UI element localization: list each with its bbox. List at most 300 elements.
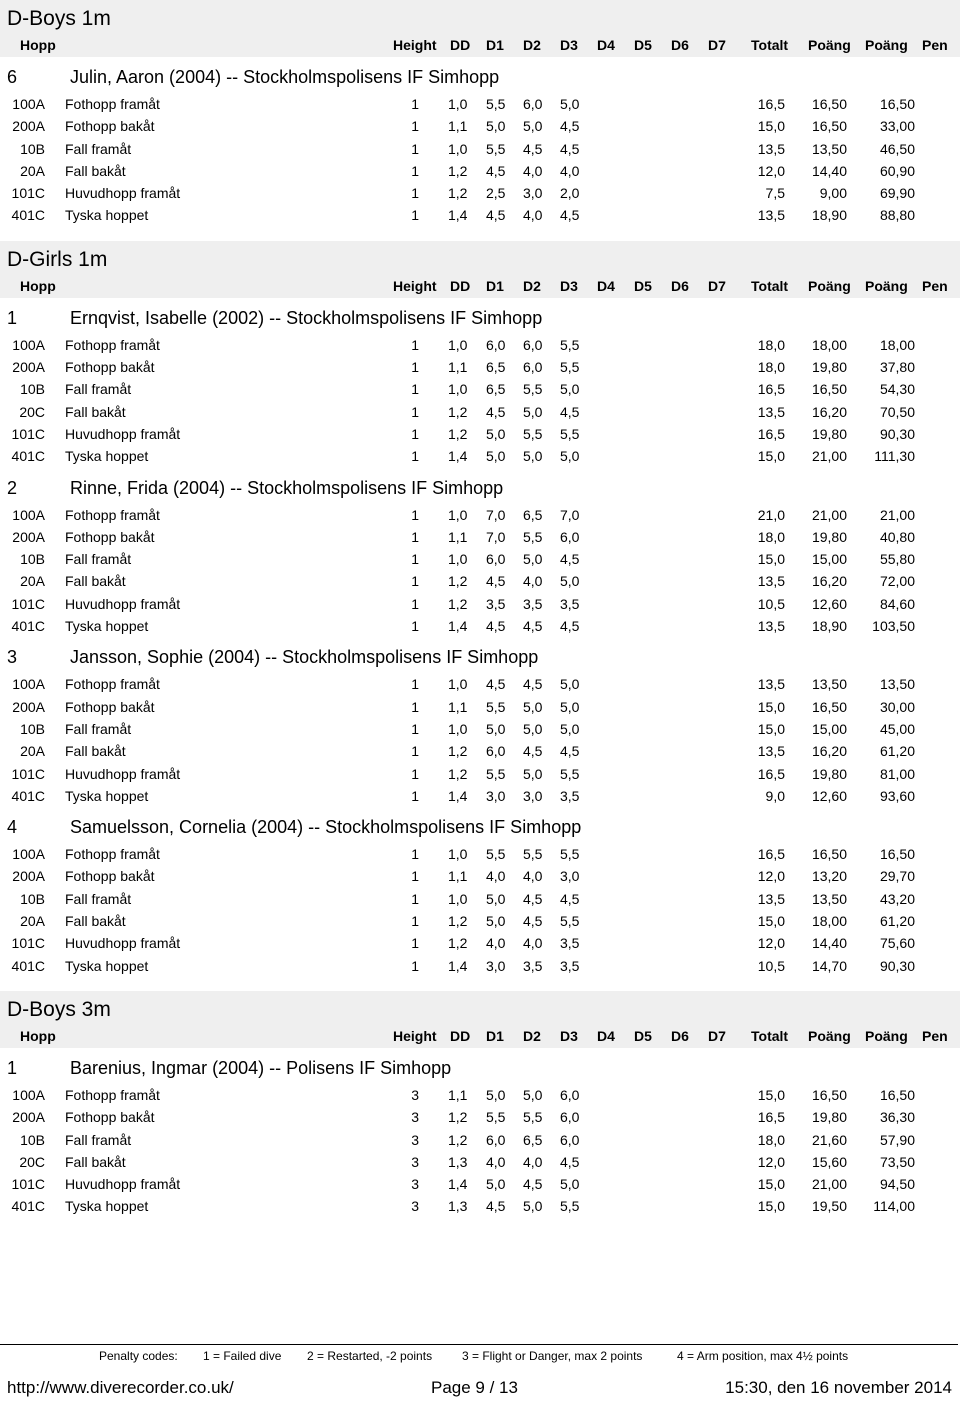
dive-name: Fothopp bakåt	[65, 868, 155, 885]
dive-d2: 5,5	[523, 381, 543, 398]
dive-name: Fall framåt	[65, 720, 132, 737]
dive-d3: 2,0	[560, 185, 580, 202]
dive-points: 16,50	[811, 96, 847, 112]
dive-name: Tyska hoppet	[65, 1198, 149, 1215]
dive-d3: 4,5	[560, 140, 580, 157]
dive-height: 3	[411, 1198, 419, 1215]
dive-row	[0, 1151, 960, 1173]
dive-code: 200A	[12, 528, 45, 545]
dive-row	[0, 401, 960, 423]
column-header-d7: D7	[708, 1027, 726, 1044]
penalty-code-4: 4 = Arm position, max 4½ points	[677, 1349, 849, 1363]
dive-total: 12,0	[757, 868, 785, 885]
dive-d3: 5,5	[560, 359, 580, 376]
dive-height: 1	[411, 676, 419, 693]
dive-dd: 1,3	[448, 1153, 468, 1170]
dive-height: 3	[411, 1086, 419, 1103]
dive-dd: 1,1	[448, 868, 468, 885]
penalty-code-2: 2 = Restarted, -2 points	[307, 1349, 433, 1363]
dive-name: Fothopp bakåt	[65, 359, 155, 376]
dive-height: 1	[411, 743, 419, 760]
column-header-d1: D1	[486, 37, 504, 53]
dive-d3: 4,5	[560, 890, 580, 907]
dive-row	[0, 673, 960, 695]
dive-row	[0, 1106, 960, 1128]
dive-cum: 33,00	[879, 118, 915, 135]
column-header-poang2: Poäng	[865, 1027, 908, 1044]
dive-total: 7,5	[765, 185, 785, 202]
dive-dd: 1,2	[448, 595, 468, 612]
dive-dd: 1,0	[448, 846, 468, 863]
dive-code: 20A	[20, 573, 45, 590]
dive-row	[0, 570, 960, 592]
dive-d2: 5,0	[523, 448, 543, 465]
dive-name: Fall bakåt	[65, 573, 126, 590]
dive-points: 16,20	[811, 403, 847, 420]
dive-total: 12,0	[757, 162, 785, 179]
dive-points: 21,60	[811, 1131, 847, 1148]
column-header-d6: D6	[671, 37, 689, 53]
dive-total: 9,0	[765, 787, 785, 804]
dive-cum: 90,30	[879, 957, 915, 974]
dive-dd: 1,2	[448, 425, 468, 442]
dive-name: Fall framåt	[65, 140, 132, 157]
dive-total: 16,5	[757, 846, 785, 863]
dive-cum: 16,50	[879, 1086, 915, 1103]
dive-points: 13,50	[811, 676, 847, 693]
dive-cum: 103,50	[872, 618, 915, 635]
dive-points: 19,80	[811, 359, 847, 376]
dive-total: 18,0	[757, 1131, 785, 1148]
diver-name: Julin, Aaron (2004) -- Stockholmspolisens IF Simhopp	[70, 67, 500, 87]
event-section	[0, 0, 960, 227]
dive-dd: 1,0	[448, 140, 468, 157]
column-header-d3: D3	[560, 277, 578, 294]
dive-dd: 1,2	[448, 743, 468, 760]
diver-header	[0, 637, 960, 673]
dive-row	[0, 932, 960, 954]
dive-cum: 40,80	[879, 528, 915, 545]
column-header-d3: D3	[560, 37, 578, 53]
dive-points: 14,40	[811, 935, 847, 952]
dive-height: 1	[411, 935, 419, 952]
dive-d2: 5,0	[523, 118, 543, 135]
diver-place: 6	[7, 67, 18, 87]
dive-points: 21,00	[811, 506, 847, 523]
dive-height: 1	[411, 448, 419, 465]
dive-height: 1	[411, 618, 419, 635]
dive-height: 1	[411, 890, 419, 907]
dive-cum: 30,00	[879, 698, 915, 715]
dive-row	[0, 182, 960, 204]
dive-name: Huvudhopp framåt	[65, 595, 181, 612]
dive-points: 16,50	[811, 118, 847, 135]
dive-d3: 4,5	[560, 403, 580, 420]
dive-d2: 5,0	[523, 551, 543, 568]
dive-d1: 5,0	[486, 890, 506, 907]
column-header-poang2: Poäng	[865, 37, 908, 53]
dive-code: 101C	[11, 935, 45, 952]
dive-dd: 1,0	[448, 506, 468, 523]
dive-row	[0, 204, 960, 226]
dive-d1: 3,0	[486, 787, 506, 804]
diver-header	[0, 468, 960, 504]
dive-height: 1	[411, 765, 419, 782]
dive-name: Tyska hoppet	[65, 957, 149, 974]
dive-d3: 5,5	[560, 336, 580, 353]
column-header-d2: D2	[523, 277, 541, 294]
event-title: D-Boys 1m	[0, 0, 960, 35]
dive-points: 12,60	[811, 595, 847, 612]
dive-d2: 4,0	[523, 573, 543, 590]
event-section	[0, 227, 960, 977]
diver-header	[0, 57, 960, 93]
dive-d3: 7,0	[560, 506, 580, 523]
column-header-row	[0, 274, 960, 298]
dive-cum: 111,30	[874, 448, 915, 465]
dive-dd: 1,4	[448, 787, 468, 804]
dive-dd: 1,4	[448, 1176, 468, 1193]
dive-d1: 4,5	[486, 162, 506, 179]
dive-points: 18,90	[811, 207, 847, 224]
dive-dd: 1,2	[448, 1109, 468, 1126]
section-gap	[0, 977, 960, 991]
dive-d1: 6,0	[486, 336, 506, 353]
dive-d1: 4,5	[486, 573, 506, 590]
column-header-hopp: Hopp	[20, 1027, 56, 1044]
dive-dd: 1,4	[448, 957, 468, 974]
dive-d1: 7,0	[486, 506, 506, 523]
dive-height: 3	[411, 1176, 419, 1193]
dive-d3: 5,0	[560, 676, 580, 693]
dive-code: 200A	[12, 868, 45, 885]
dive-cum: 21,00	[879, 506, 915, 523]
penalty-label: Penalty codes:	[99, 1349, 178, 1363]
dive-total: 16,5	[757, 425, 785, 442]
dive-height: 1	[411, 957, 419, 974]
diver-header	[0, 807, 960, 843]
dive-name: Fothopp bakåt	[65, 118, 155, 135]
dive-d1: 6,5	[486, 381, 506, 398]
dive-code: 20C	[19, 1153, 45, 1170]
dive-cum: 84,60	[879, 595, 915, 612]
dive-dd: 1,0	[448, 336, 468, 353]
dive-total: 16,5	[757, 765, 785, 782]
dive-d1: 5,0	[486, 720, 506, 737]
dive-points: 18,00	[811, 913, 847, 930]
diver-place: 1	[7, 1057, 18, 1078]
dive-total: 15,0	[757, 551, 785, 568]
dive-cum: 88,80	[879, 207, 915, 224]
dive-code: 100A	[12, 1086, 45, 1103]
dive-d2: 3,0	[523, 185, 543, 202]
column-header-row	[0, 1024, 960, 1048]
dive-points: 16,20	[811, 573, 847, 590]
dive-points: 18,00	[811, 336, 847, 353]
dive-cum: 18,00	[879, 336, 915, 353]
dive-height: 1	[411, 506, 419, 523]
dive-height: 1	[411, 336, 419, 353]
dive-dd: 1,2	[448, 185, 468, 202]
dive-d1: 4,5	[486, 676, 506, 693]
dive-points: 16,50	[811, 698, 847, 715]
diver-name: Samuelsson, Cornelia (2004) -- Stockholmspolisens IF Simhopp	[70, 817, 582, 838]
diver-header	[0, 1048, 960, 1084]
dive-d1: 5,0	[486, 1176, 506, 1193]
dive-cum: 61,20	[879, 743, 915, 760]
dive-d1: 5,5	[486, 1109, 506, 1126]
dive-d1: 7,0	[486, 528, 506, 545]
dive-height: 1	[411, 359, 419, 376]
dive-name: Fothopp framåt	[65, 506, 160, 523]
dive-code: 10B	[20, 1131, 45, 1148]
dive-d2: 4,5	[523, 618, 543, 635]
dive-d2: 5,0	[523, 720, 543, 737]
dive-cum: 94,50	[879, 1176, 915, 1193]
dive-dd: 1,0	[448, 551, 468, 568]
dive-row	[0, 423, 960, 445]
dive-d2: 5,5	[523, 528, 543, 545]
dive-points: 19,50	[811, 1198, 847, 1215]
dive-row	[0, 160, 960, 182]
dive-d3: 4,5	[560, 207, 580, 224]
dive-d2: 5,0	[523, 1086, 543, 1103]
dive-name: Fothopp framåt	[65, 676, 160, 693]
dive-dd: 1,0	[448, 890, 468, 907]
dive-height: 1	[411, 185, 419, 202]
column-header-d2: D2	[523, 1027, 541, 1044]
column-header-row	[0, 33, 960, 57]
dive-d1: 5,0	[486, 1086, 506, 1103]
dive-row	[0, 1195, 960, 1217]
dive-d1: 6,0	[486, 551, 506, 568]
dive-points: 21,00	[811, 1176, 847, 1193]
dive-d2: 4,0	[523, 207, 543, 224]
dive-height: 1	[411, 118, 419, 135]
dive-d1: 4,0	[486, 935, 506, 952]
penalty-code-1: 1 = Failed dive	[203, 1349, 282, 1363]
dive-total: 10,5	[757, 595, 785, 612]
dive-name: Tyska hoppet	[65, 618, 149, 635]
dive-d2: 4,5	[523, 743, 543, 760]
dive-d2: 5,5	[523, 425, 543, 442]
dive-d2: 3,5	[523, 595, 543, 612]
dive-d2: 6,5	[523, 1131, 543, 1148]
dive-points: 16,50	[811, 381, 847, 398]
dive-d1: 6,0	[486, 1131, 506, 1148]
dive-cum: 29,70	[879, 868, 915, 885]
dive-d3: 5,5	[560, 846, 580, 863]
dive-name: Fothopp framåt	[65, 1086, 160, 1103]
dive-name: Huvudhopp framåt	[65, 185, 181, 202]
dive-name: Fothopp bakåt	[65, 698, 155, 715]
dive-code: 100A	[12, 676, 45, 693]
dive-d3: 5,0	[560, 381, 580, 398]
dive-d1: 4,5	[486, 207, 506, 224]
dive-row	[0, 1173, 960, 1195]
dive-code: 200A	[12, 698, 45, 715]
dive-d1: 4,5	[486, 618, 506, 635]
dive-row	[0, 1129, 960, 1151]
dive-row	[0, 763, 960, 785]
dive-d1: 5,5	[486, 140, 506, 157]
dive-name: Fall framåt	[65, 381, 132, 398]
dive-d2: 4,5	[523, 140, 543, 157]
dive-name: Fothopp framåt	[65, 336, 160, 353]
dive-cum: 13,50	[879, 676, 915, 693]
dive-cum: 69,90	[879, 185, 915, 202]
diver-place: 2	[7, 477, 18, 498]
dive-total: 15,0	[757, 448, 785, 465]
dive-d3: 6,0	[560, 528, 580, 545]
dive-cum: 57,90	[879, 1131, 915, 1148]
column-header-d5: D5	[634, 277, 652, 294]
dive-dd: 1,1	[448, 118, 468, 135]
dive-cum: 93,60	[879, 787, 915, 804]
dive-points: 19,80	[811, 425, 847, 442]
event-title: D-Girls 1m	[0, 241, 960, 276]
dive-cum: 16,50	[879, 846, 915, 863]
dive-code: 101C	[11, 425, 45, 442]
column-header-d6: D6	[671, 277, 689, 294]
dive-d3: 5,5	[560, 425, 580, 442]
dive-d1: 5,0	[486, 448, 506, 465]
column-header-height: Height	[393, 277, 437, 294]
footer-divider	[0, 1344, 958, 1345]
dive-cum: 61,20	[879, 913, 915, 930]
dive-row	[0, 740, 960, 762]
dive-dd: 1,2	[448, 765, 468, 782]
column-header-pen: Pen	[922, 277, 948, 294]
dive-d2: 4,5	[523, 890, 543, 907]
dive-height: 1	[411, 528, 419, 545]
dive-row	[0, 115, 960, 137]
dive-code: 20A	[20, 743, 45, 760]
column-header-d3: D3	[560, 1027, 578, 1044]
dive-total: 13,5	[757, 676, 785, 693]
dive-row	[0, 93, 960, 115]
column-header-d4: D4	[597, 1027, 615, 1044]
dive-code: 100A	[12, 96, 45, 112]
dive-name: Tyska hoppet	[65, 787, 149, 804]
dive-name: Fothopp bakåt	[65, 528, 155, 545]
dive-name: Tyska hoppet	[65, 207, 149, 224]
dive-total: 13,5	[757, 743, 785, 760]
dive-total: 13,5	[757, 618, 785, 635]
dive-code: 200A	[12, 1109, 45, 1126]
dive-code: 100A	[12, 336, 45, 353]
dive-total: 18,0	[757, 528, 785, 545]
event-title: D-Boys 3m	[0, 991, 960, 1026]
dive-name: Huvudhopp framåt	[65, 425, 181, 442]
dive-points: 9,00	[819, 185, 847, 202]
footer-datetime: 15:30, den 16 november 2014	[725, 1378, 952, 1397]
dive-points: 16,50	[811, 846, 847, 863]
dive-cum: 81,00	[879, 765, 915, 782]
dive-d2: 5,0	[523, 698, 543, 715]
dive-d1: 4,0	[486, 868, 506, 885]
dive-height: 3	[411, 1131, 419, 1148]
dive-d1: 4,0	[486, 1153, 506, 1170]
dive-points: 13,50	[811, 890, 847, 907]
dive-dd: 1,3	[448, 1198, 468, 1215]
dive-total: 13,5	[757, 890, 785, 907]
dive-height: 1	[411, 551, 419, 568]
dive-row	[0, 696, 960, 718]
dive-total: 13,5	[757, 207, 785, 224]
dive-name: Fall bakåt	[65, 743, 126, 760]
dive-d1: 3,0	[486, 957, 506, 974]
dive-dd: 1,2	[448, 935, 468, 952]
event-section	[0, 977, 960, 1218]
dive-code: 10B	[20, 140, 45, 157]
dive-dd: 1,1	[448, 698, 468, 715]
dive-total: 16,5	[757, 381, 785, 398]
dive-dd: 1,4	[448, 618, 468, 635]
dive-d2: 6,0	[523, 96, 543, 112]
dive-code: 401C	[11, 1198, 45, 1215]
dive-d3: 4,5	[560, 1153, 580, 1170]
dive-total: 12,0	[757, 1153, 785, 1170]
dive-d3: 6,0	[560, 1086, 580, 1103]
dive-code: 401C	[11, 207, 45, 224]
column-header-d1: D1	[486, 277, 504, 294]
dive-row	[0, 334, 960, 356]
dive-points: 14,70	[811, 957, 847, 974]
dive-d2: 5,0	[523, 1198, 543, 1215]
dive-points: 19,80	[811, 765, 847, 782]
dive-dd: 1,4	[448, 207, 468, 224]
dive-height: 1	[411, 425, 419, 442]
dive-d1: 3,5	[486, 595, 506, 612]
dive-d1: 5,5	[486, 698, 506, 715]
dive-name: Fall bakåt	[65, 403, 126, 420]
dive-total: 15,0	[757, 720, 785, 737]
dive-height: 1	[411, 868, 419, 885]
diver-place: 3	[7, 647, 18, 668]
dive-dd: 1,0	[448, 96, 468, 112]
dive-points: 18,90	[811, 618, 847, 635]
column-header-poang2: Poäng	[865, 277, 908, 294]
dive-points: 15,00	[811, 720, 847, 737]
dive-d1: 2,5	[486, 185, 506, 202]
dive-d3: 4,0	[560, 162, 580, 179]
dive-cum: 37,80	[879, 359, 915, 376]
dive-cum: 73,50	[879, 1153, 915, 1170]
dive-d2: 5,0	[523, 403, 543, 420]
dive-code: 10B	[20, 890, 45, 907]
footer-url[interactable]: http://www.diverecorder.co.uk/	[7, 1378, 234, 1397]
dive-height: 3	[411, 1109, 419, 1126]
dive-code: 10B	[20, 720, 45, 737]
dive-height: 1	[411, 913, 419, 930]
dive-d1: 5,0	[486, 913, 506, 930]
column-header-pen: Pen	[922, 1027, 948, 1044]
dive-row	[0, 504, 960, 526]
dive-cum: 60,90	[879, 162, 915, 179]
dive-code: 20C	[19, 403, 45, 420]
dive-d3: 3,5	[560, 595, 580, 612]
dive-d2: 3,5	[523, 957, 543, 974]
diver-header	[0, 298, 960, 334]
dive-height: 1	[411, 381, 419, 398]
column-header-height: Height	[393, 1027, 437, 1044]
column-header-totalt: Totalt	[751, 37, 789, 53]
column-header-dd: DD	[450, 277, 471, 294]
dive-points: 21,00	[811, 448, 847, 465]
column-header-hopp: Hopp	[20, 37, 56, 53]
dive-d1: 4,5	[486, 1198, 506, 1215]
